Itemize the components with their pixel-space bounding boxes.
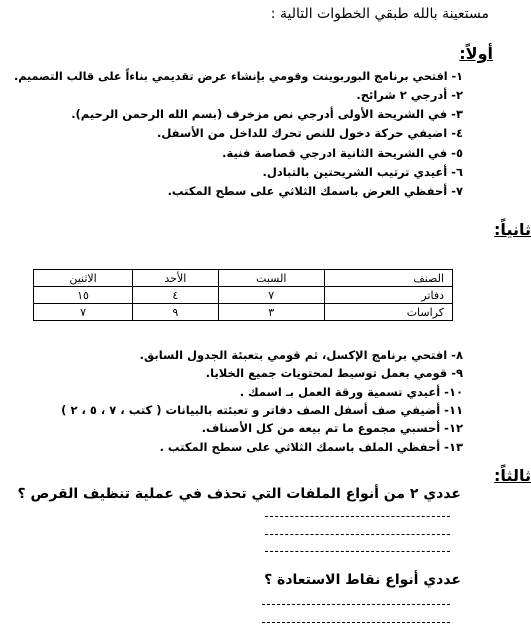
list-item: ٩- قومي بعمل توسيط لمحتويات جميع الخلايا.: [205, 366, 463, 380]
table-cell: ٩: [133, 304, 219, 321]
section2-heading: ثانياً:: [494, 220, 531, 239]
list-item: ٥- في الشريحة الثانية ادرجي قصاصة فنية.: [222, 146, 463, 160]
answer-line: [265, 534, 450, 535]
section3-heading: ثالثاً:: [494, 466, 531, 485]
question: عددي أنواع نقاط الاستعادة ؟: [264, 572, 461, 588]
table-header-cell: الصنف: [324, 270, 452, 287]
answer-line: [265, 516, 450, 517]
table-header-cell: السبت: [218, 270, 324, 287]
list-item: ٣- في الشريحة الأولى أدرجي نص مزخرف (بسم الله الرحمن الرحيم).: [71, 107, 463, 121]
list-item: ١٢- أحسبي مجموع ما تم بيعه من كل الأصناف.: [201, 421, 463, 435]
list-item: ١- افتحي برنامج البوربوينت وقومي بإنشاء عرض تقديمي بناءاً على قالب التصميم.: [13, 70, 463, 83]
list-item: ٤- اضيفي حركة دخول للنص تحرك للداخل من الأسفل.: [156, 126, 463, 140]
table-cell: ٣: [218, 304, 324, 321]
section1-heading: أولاً:: [459, 44, 493, 63]
question: عددي ٢ من أنواع الملفات التي تحذف في عملية تنظيف القرص ؟: [17, 486, 461, 502]
list-item: ١٣- أحفظي الملف باسمك الثلاثي على سطح المكتب .: [159, 440, 463, 454]
data-table: [33, 269, 453, 321]
table-cell: ٧: [218, 287, 324, 304]
answer-line: [262, 622, 450, 623]
table-cell: ٧: [34, 304, 133, 321]
list-item: ٦- أعيدي ترتيب الشريحتين بالتبادل.: [262, 165, 463, 179]
page-title: مستعينة بالله طبقي الخطوات التالية :: [270, 6, 489, 22]
list-item: ١١- أضيفي صف أسفل الصف دفاتر و تعبئته بالبيانات ( كتب ، ٧ ، ٥ ، ٢ ): [61, 403, 463, 417]
table-cell: دفاتر: [324, 287, 452, 304]
table-header-cell: الأحد: [133, 270, 219, 287]
list-item: ٨- افتحي برنامج الإكسل، ثم قومي بتعبئة الجدول السابق.: [139, 348, 463, 362]
table-header-cell: الاثنين: [34, 270, 133, 287]
list-item: ٧- أحفظي العرض باسمك الثلاثي على سطح المكتب.: [167, 184, 463, 198]
answer-line: [265, 551, 450, 552]
table-cell: ١٥: [34, 287, 133, 304]
table-header-row: [34, 270, 453, 287]
table-row: [34, 304, 453, 321]
list-item: ٢- أدرجي ٢ شرائح.: [356, 88, 463, 102]
table-row: [34, 287, 453, 304]
table-cell: كراسات: [324, 304, 452, 321]
answer-line: [262, 604, 450, 605]
list-item: ١٠- أعيدي تسمية ورقة العمل بـ اسمك .: [239, 385, 463, 399]
table-cell: ٤: [133, 287, 219, 304]
